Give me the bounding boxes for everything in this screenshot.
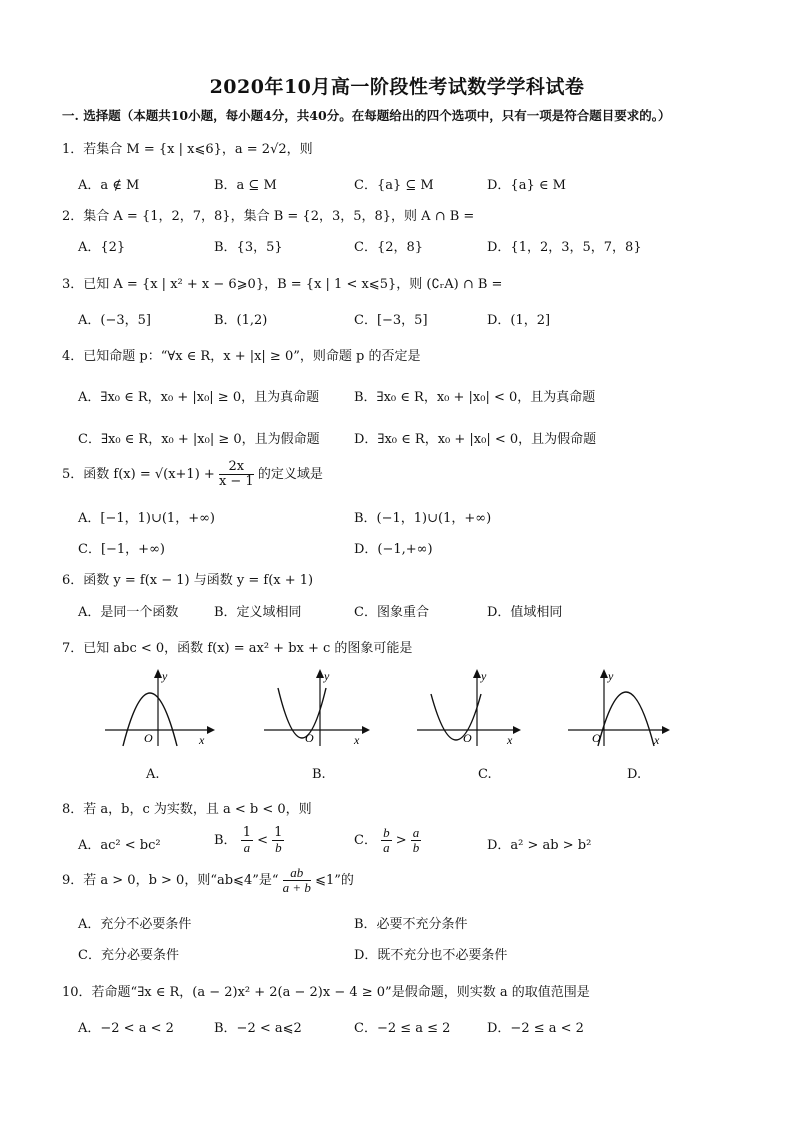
q7-c-y-label: y (481, 669, 487, 683)
q8-c-prefix: C． (354, 833, 377, 848)
q7-a-origin: O (144, 731, 153, 745)
q9-option-b: B．必要不充分条件 (354, 917, 468, 932)
q4-option-a: A．∃x₀ ∈ R，x₀ + |x₀| ≥ 0，且为真命题 (78, 390, 320, 405)
q8-option-b (214, 826, 284, 855)
q7-b-x-label: x (354, 733, 360, 747)
q7-a-x-label: x (199, 733, 205, 747)
q7-b-origin: O (305, 731, 314, 745)
q1-option-a: A．a ∉ M (78, 178, 140, 193)
q3-option-b: B．(1,2) (214, 313, 268, 328)
q6-option-d: D．值域相同 (487, 605, 563, 620)
q8-b-right-den: b (275, 840, 282, 855)
q7-option-a: A. (146, 767, 160, 782)
q8-c-operator: > (395, 833, 407, 848)
q8-c-left-den: a (383, 840, 390, 855)
q7-d-origin: O (592, 731, 601, 745)
q9-option-d: D．既不充分也不必要条件 (354, 948, 508, 963)
q7-c-origin: O (463, 731, 472, 745)
question-2: 2．集合 A = {1，2，7，8}，集合 B = {2，3，5，8}，则 A ∩ B = (62, 209, 475, 224)
q2-option-d: D．{1，2，3，5，7，8} (487, 240, 642, 255)
q8-c-left-fraction (381, 826, 392, 855)
q2-option-a: A．{2} (78, 240, 126, 255)
q8-c-right-fraction (411, 826, 422, 855)
q4-option-b: B．∃x₀ ∈ R，x₀ + |x₀| < 0，且为真命题 (354, 390, 596, 405)
q5-option-d: D．(−1,+∞) (354, 542, 433, 557)
q8-b-right-fraction (272, 826, 284, 855)
q6-option-b: B．定义域相同 (214, 605, 302, 620)
q8-c-left-num: b (383, 825, 390, 840)
q9-fraction (283, 866, 311, 895)
q7-option-c: C. (478, 767, 492, 782)
question-3: 3．已知 A = {x | x² + x − 6⩾0}，B = {x | 1 < x⩽5}，则 (∁ᵣA) ∩ B = (62, 277, 503, 292)
q8-option-d: D．a² > ab > b² (487, 838, 592, 853)
q7-d-x-label: x (654, 733, 660, 747)
q8-b-right-num: 1 (274, 825, 283, 840)
q7-graph-b (262, 668, 382, 748)
q8-b-prefix: B． (214, 833, 237, 848)
question-1: 1．若集合 M = {x | x⩽6}，a = 2√2，则 (62, 142, 313, 157)
question-9 (62, 866, 354, 895)
question-6: 6．函数 y = f(x − 1) 与函数 y = f(x + 1) (62, 573, 314, 588)
q10-option-b: B．−2 < a⩽2 (214, 1021, 302, 1036)
question-7: 7．已知 abc < 0，函数 f(x) = ax² + bx + c 的图象可能是 (62, 641, 413, 656)
q1-option-b: B．a ⊆ M (214, 178, 277, 193)
q8-b-operator: < (257, 833, 269, 848)
q7-graph-d (566, 668, 686, 748)
q9-option-a: A．充分不必要条件 (78, 917, 192, 932)
q5-stem-end: 的定义域是 (257, 467, 323, 482)
q5-fraction-numerator: 2x (219, 460, 254, 475)
q1-option-d: D．{a} ∈ M (487, 178, 566, 193)
q9-stem-start: 9．若 a > 0，b > 0，则“ab⩽4”是“ (62, 873, 279, 888)
q8-b-left-num: 1 (242, 825, 251, 840)
q2-option-b: B．{3，5} (214, 240, 283, 255)
q7-b-y-label: y (324, 669, 330, 683)
q3-option-d: D．(1，2] (487, 313, 551, 328)
q8-b-left-den: a (243, 840, 251, 855)
q7-option-d: D. (627, 767, 642, 782)
q6-option-c: C．图象重合 (354, 605, 429, 620)
q3-option-a: A．(−3，5] (78, 313, 151, 328)
question-10: 10．若命题“∃x ∈ R，(a − 2)x² + 2(a − 2)x − 4 ≥ 0”是假命题，则实数 a 的取值范围是 (62, 985, 590, 1000)
q3-option-c: C．[−3，5] (354, 313, 428, 328)
q8-b-left-fraction (241, 826, 253, 855)
q5-option-b: B．(−1，1)∪(1，+∞) (354, 511, 492, 526)
q5-fraction (219, 460, 254, 489)
q5-option-c: C．[−1，+∞) (78, 542, 165, 557)
q2-option-c: C．{2，8} (354, 240, 424, 255)
q1-option-c: C．{a} ⊆ M (354, 178, 434, 193)
q9-stem-end: ⩽1”的 (315, 873, 354, 888)
q7-graph-c (415, 668, 535, 748)
exam-title: 2020年10月高一阶段性考试数学学科试卷 (209, 76, 585, 98)
q7-c-x-label: x (507, 733, 513, 747)
q8-c-right-num: a (412, 825, 420, 840)
q4-option-c: C．∃x₀ ∈ R，x₀ + |x₀| ≥ 0，且为假命题 (78, 432, 320, 447)
q7-a-y-label: y (162, 669, 168, 683)
q6-option-a: A．是同一个函数 (78, 605, 179, 620)
q9-option-c: C．充分必要条件 (78, 948, 179, 963)
q5-fraction-denominator: x − 1 (218, 474, 254, 489)
q9-fraction-numerator: ab (283, 866, 311, 881)
q8-option-a: A．ac² < bc² (78, 838, 161, 853)
q7-d-y-label: y (608, 669, 614, 683)
q10-option-c: C．−2 ≤ a ≤ 2 (354, 1021, 451, 1036)
q10-option-a: A．−2 < a < 2 (78, 1021, 174, 1036)
q8-option-c (354, 826, 421, 855)
q5-stem-start: 5．函数 f(x) = √(x+1) + (62, 467, 215, 482)
question-5 (62, 460, 323, 489)
section-heading: 一. 选择题（本题共10小题，每小题4分，共40分。在每题给出的四个选项中，只有一项是符合题目要求的。） (62, 108, 671, 123)
q7-option-b: B. (312, 767, 326, 782)
question-4: 4．已知命题 p：“∀x ∈ R，x + |x| ≥ 0”，则命题 p 的否定是 (62, 349, 421, 364)
q7-graph-a (103, 668, 223, 748)
q5-option-a: A．[−1，1)∪(1，+∞) (78, 511, 215, 526)
q4-option-d: D．∃x₀ ∈ R，x₀ + |x₀| < 0，且为假命题 (354, 432, 597, 447)
q8-c-right-den: b (412, 840, 420, 855)
q10-option-d: D．−2 ≤ a < 2 (487, 1021, 584, 1036)
q9-fraction-denominator: a + b (282, 880, 311, 895)
question-8: 8．若 a，b，c 为实数，且 a < b < 0，则 (62, 802, 312, 817)
